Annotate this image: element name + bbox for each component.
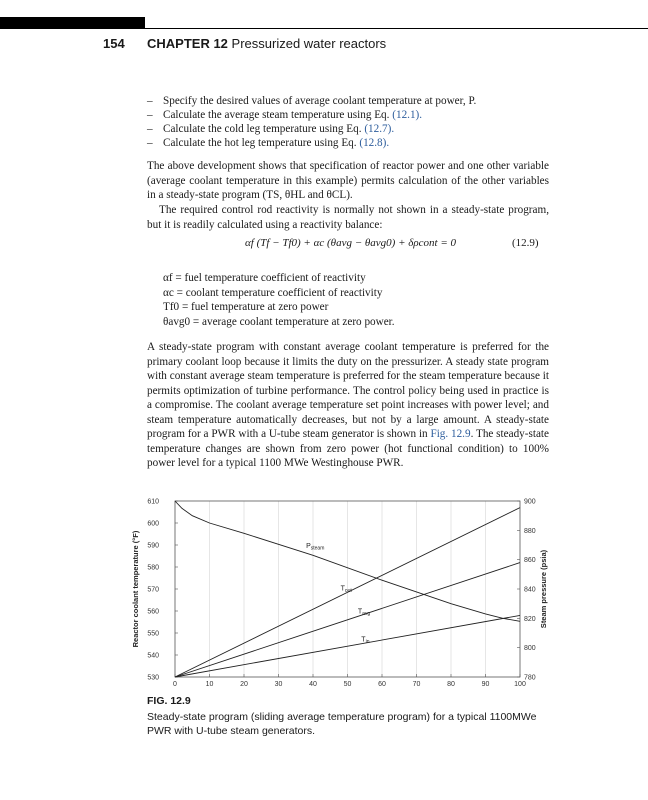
series-label-sub: avg: [362, 610, 371, 617]
y2-tick-label: 880: [524, 527, 536, 535]
y-tick-label: 540: [147, 652, 159, 660]
list-item: [147, 122, 547, 136]
steady-state-chart: [128, 494, 558, 692]
x-tick-label: 50: [343, 681, 352, 688]
step-list: [147, 94, 547, 150]
chapter-title: Pressurized water reactors: [231, 36, 387, 51]
y-tick-label: 600: [147, 520, 159, 528]
series-label-main: T: [357, 608, 363, 616]
equation-link[interactable]: (12.7).: [364, 123, 395, 135]
series-label-main: T: [340, 585, 345, 593]
step-text: Specify the desired values of average coolant temperature at power, P.: [163, 95, 477, 107]
list-item: [147, 108, 547, 122]
figure-link[interactable]: Fig. 12.9: [430, 428, 471, 440]
x-tick-label: 70: [412, 681, 421, 688]
y2-tick-label: 820: [524, 615, 536, 623]
y-tick-label: 570: [147, 586, 159, 594]
y-axis-label: Reactor coolant temperature (°F): [131, 530, 140, 648]
x-tick-label: 80: [447, 681, 455, 688]
list-item: Tf0 = fuel temperature at zero power: [163, 301, 329, 313]
list-item: [147, 94, 547, 108]
equation: αf (Tf − Tf0) + αc (θavg − θavg0) + δρcont = 0: [245, 237, 457, 249]
list-item: θavg0 = average coolant temperature at zero power.: [163, 315, 395, 328]
step-text: Calculate the hot leg temperature using Eq.: [163, 137, 360, 149]
paragraph-development: The above development shows that specification of reactor power and one other variable (average coolant temperature in this example) permits calculation of the other variables in a steady-state program (TS, θHL and θCL).: [147, 160, 549, 201]
x-tick-label: 40: [309, 681, 317, 688]
paragraph-text: . The steady-state temperature changes are shown from zero power (hot functional condition) to 100% power level for a typical 1100 MWe Westinghouse PWR.: [147, 428, 549, 469]
chapter-heading: [147, 36, 386, 51]
list-item: [147, 136, 547, 150]
y-tick-label: 560: [147, 608, 159, 616]
definition-list: [163, 271, 395, 329]
paragraph-reactivity: The required control rod reactivity is normally not shown in a steady-state program, but it is readily calculated using a reactivity balance:: [147, 204, 549, 231]
paragraph-text: A steady-state program with constant average coolant temperature is preferred for the primary coolant loop because it limits the duty on the pressurizer. A steady state program with constant average steam temperature is preferred for the steam temperature because it permits optimization of turbine performance. The control policy being used in practice is a compromise. The coolant average temperature set point increases with power level; and steam temperature automatically decreases, but not by a large amount. A steady-state program for a PWR with a U-tube steam generator is shown in: [147, 341, 549, 440]
header-bar: [0, 17, 145, 29]
list-item: αc = coolant temperature coefficient of reactivity: [163, 286, 383, 299]
series-label-sub: out: [344, 588, 352, 595]
y2-tick-label: 780: [524, 674, 536, 682]
y-tick-label: 530: [147, 674, 159, 682]
axis-ticks: [147, 499, 535, 689]
y-tick-label: 580: [147, 564, 159, 572]
series-label-sub: steam: [310, 545, 325, 552]
step-text: Calculate the average steam temperature using Eq.: [163, 109, 393, 121]
equation-number: (12.9): [512, 237, 539, 249]
y2-tick-label: 860: [524, 557, 536, 565]
page-number: 154: [103, 36, 125, 51]
series-label-tout: [341, 586, 353, 595]
series-label-psteam: [306, 543, 324, 552]
y2-tick-label: 800: [524, 645, 536, 653]
list-item: αf = fuel temperature coefficient of reactivity: [163, 272, 366, 284]
equation-link[interactable]: (12.1).: [392, 109, 423, 121]
x-tick-label: 30: [274, 681, 283, 688]
header-rule: [145, 28, 648, 29]
y2-tick-label: 840: [524, 586, 536, 594]
x-tick-label: 90: [481, 681, 490, 688]
y-tick-label: 550: [147, 630, 159, 638]
x-tick-label: 60: [378, 681, 386, 688]
y2-axis-label: Steam pressure (psia): [539, 549, 548, 629]
figure-label: FIG. 12.9: [147, 695, 191, 707]
series-label-sub: in: [365, 639, 370, 646]
x-tick-label: 100: [514, 681, 526, 688]
figure-caption: Steady-state program (sliding average temperature program) for a typical 1100MWe PWR with U-tube steam generators.: [147, 711, 537, 737]
y-tick-label: 590: [147, 542, 159, 550]
series-label-main: P: [306, 543, 311, 551]
step-text: Calculate the cold leg temperature using Eq.: [163, 123, 365, 135]
series-label-main: T: [361, 636, 366, 644]
y2-tick-label: 900: [524, 498, 536, 506]
paragraph-steady-state: [147, 340, 549, 471]
equation-link[interactable]: (12.8).: [359, 137, 390, 149]
y-tick-label: 610: [147, 498, 159, 506]
x-tick-label: 0: [173, 681, 177, 688]
x-tick-label: 10: [205, 681, 214, 688]
x-tick-label: 20: [240, 681, 248, 688]
chapter-label: CHAPTER 12: [147, 36, 228, 51]
